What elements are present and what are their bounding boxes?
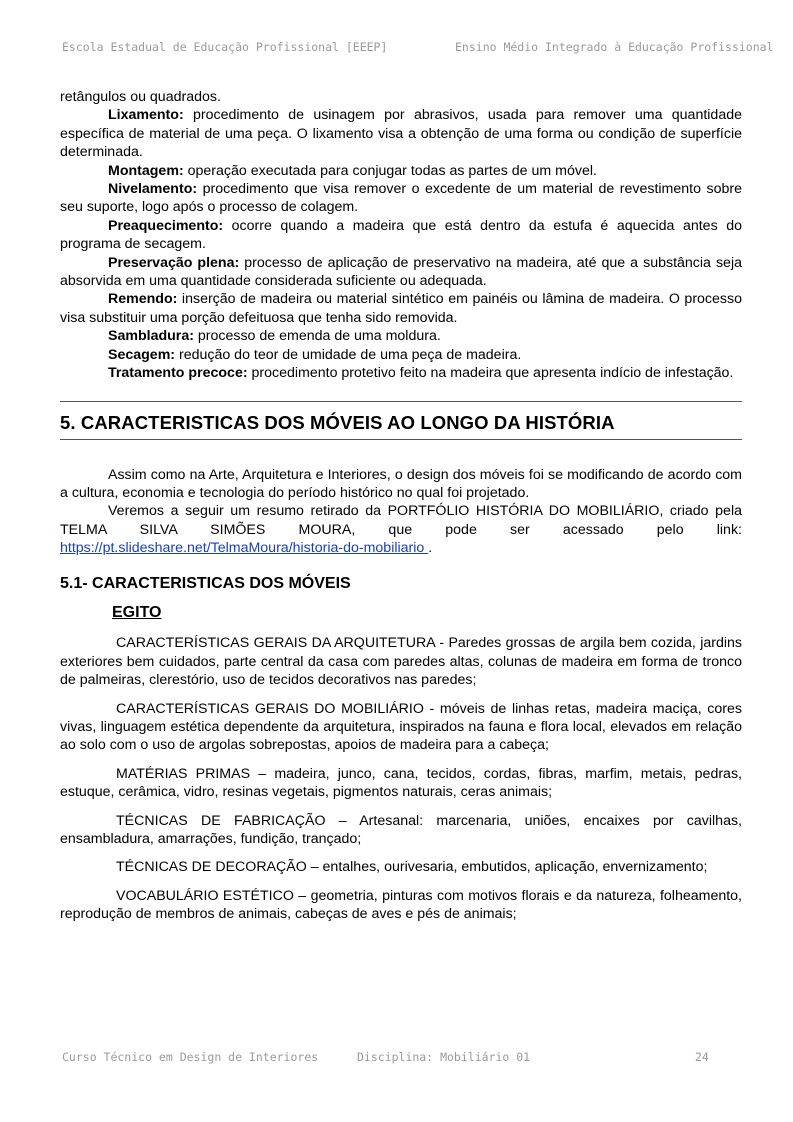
footer-course: Curso Técnico em Design de Interiores (62, 1050, 319, 1064)
glossary-term: Preservação plena: (108, 254, 240, 271)
glossary-term: Lixamento: (108, 107, 184, 124)
glossary-term: Secagem: (108, 346, 176, 363)
glossary-definition: procedimento que visa remover o excedente de um material de revestimento sobre seu suporte, logo após o processo de colagem. (60, 181, 742, 216)
glossary-definition: processo de aplicação de preservativo na madeira, até que a substância seja absorvida em uma quantidade considerada suficiente ou adequada. (60, 254, 742, 290)
egito-paragraph: CARACTERÍSTICAS GERAIS DA ARQUITETURA - Paredes grossas de argila bem cozida, jardins exteriores bem cuidados, parte central da casa com paredes altas, colunas de madeira em forma de tronco de palmeiras, clerestório, uso de tecidos decorativos nas paredes; (60, 635, 742, 689)
glossary-term: Nivelamento: (108, 181, 198, 198)
glossary-entry (60, 180, 742, 217)
glossary-entry (60, 346, 742, 364)
section-5-paragraph-2-end: . (428, 540, 433, 557)
section-51-title: 5.1- CARACTERISTICAS DOS MÓVEIS (60, 574, 351, 592)
header-school: Escola Estadual de Educação Profissional [EEEP] (62, 40, 388, 54)
header-program: Ensino Médio Integrado à Educação Profissional (455, 40, 774, 54)
glossary-definition: procedimento de usinagem por abrasivos, usada para remover uma quantidade específica de material de uma peça. O lixamento visa a obtenção de uma forma ou condição de superfície determinada. (60, 107, 742, 161)
egito-heading: EGITO (112, 603, 162, 621)
glossary-entry (60, 327, 742, 345)
glossary-list (60, 106, 742, 382)
egito-paragraph: TÉCNICAS DE FABRICAÇÃO – Artesanal: marcenaria, uniões, encaixes por cavilhas, ensambladura, amarrações, fundição, trançado; (60, 812, 742, 847)
glossary-term: Tratamento precoce: (108, 365, 248, 382)
section-5-paragraph-2-text: Veremos a seguir um resumo retirado da PORTFÓLIO HISTÓRIA DO MOBILIÁRIO, criado pela TELMA SILVA SIMÕES MOURA, que pode ser acessado pelo link: (60, 503, 742, 538)
glossary-term: Montagem: (108, 162, 184, 179)
page-number: 24 (695, 1050, 709, 1064)
glossary-entry (60, 106, 742, 161)
page-content (60, 88, 742, 924)
footer-discipline: Disciplina: Mobiliário 01 (357, 1050, 531, 1064)
glossary-term: Remendo: (108, 291, 178, 308)
glossary-entry (60, 290, 742, 327)
section-5-title: 5. CARACTERISTICAS DOS MÓVEIS AO LONGO DA HISTÓRIA (60, 411, 615, 433)
glossary-continuation: retângulos ou quadrados. (60, 89, 221, 105)
glossary-definition: operação executada para conjugar todas as partes de um móvel. (183, 162, 597, 179)
glossary-entry (60, 217, 742, 254)
glossary-definition: ocorre quando a madeira que está dentro da estufa é aquecida antes do programa de secagem. (60, 217, 742, 253)
glossary-definition: processo de emenda de uma moldura. (193, 328, 441, 345)
egito-paragraph: MATÉRIAS PRIMAS – madeira, junco, cana, tecidos, cordas, fibras, marfim, metais, pedras, estuque, cerâmica, vidro, resinas vegetais, pigmentos naturais, ceras animais; (60, 765, 742, 801)
section-5-paragraph-2 (60, 502, 742, 557)
glossary-term: Preaquecimento: (108, 217, 224, 234)
glossary-entry (60, 364, 742, 382)
egito-paragraph: TÉCNICAS DE DECORAÇÃO – entalhes, ourivesaria, embutidos, aplicação, envernizamento; (116, 859, 708, 876)
section-5-paragraph-1: Assim como na Arte, Arquitetura e Interiores, o design dos móveis foi se modificando de acordo com a cultura, economia e tecnologia do período histórico no qual foi projetado. (60, 466, 742, 501)
glossary-definition: inserção de madeira ou material sintético em painéis ou lâmina de madeira. O processo visa substituir uma porção defeituosa que tenha sido removida. (60, 291, 742, 326)
glossary-entry (60, 254, 742, 291)
glossary-definition: redução do teor de umidade de uma peça de madeira. (175, 346, 522, 363)
glossary-entry (60, 162, 742, 180)
egito-paragraph: CARACTERÍSTICAS GERAIS DO MOBILIÁRIO - móveis de linhas retas, madeira maciça, cores vivas, linguagem estética dependente da arquitetura, inspirados na fauna e flora local, elevados em relação ao solo com o uso de argolas sobrepostas, apoios de madeira para a cabeça; (60, 700, 742, 754)
egito-paragraphs (60, 634, 742, 923)
glossary-term: Sambladura: (108, 328, 194, 345)
egito-paragraph: VOCABULÁRIO ESTÉTICO – geometria, pinturas com motivos florais e da natureza, folheamento, reprodução de membros de animais, cabeças de aves e pés de animais; (60, 887, 742, 923)
glossary-definition: procedimento protetivo feito na madeira que apresenta indício de infestação. (247, 365, 734, 382)
portfolio-link[interactable]: https://pt.slideshare.net/TelmaMoura/historia-do-mobiliario (60, 540, 429, 557)
